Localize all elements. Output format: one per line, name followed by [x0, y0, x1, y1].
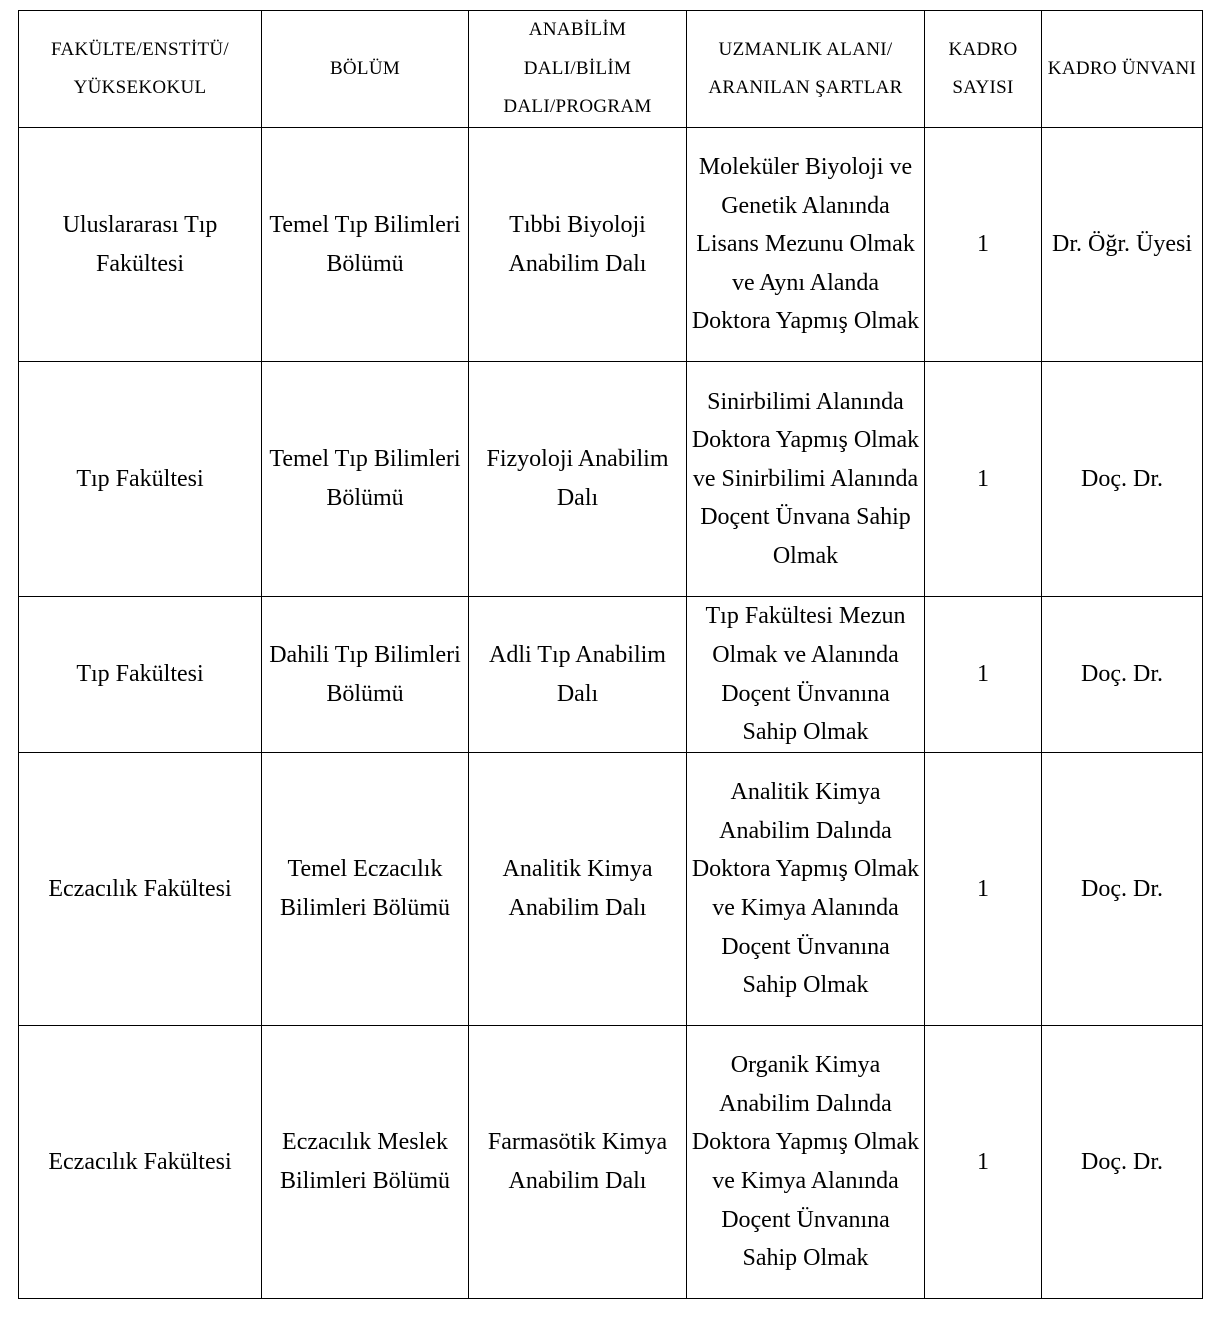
- kadro-table: [18, 10, 1203, 1299]
- cell-anabilim-dali: Farmasötik Kimya Anabilim Dalı: [469, 1026, 687, 1299]
- cell-bolum: Dahili Tıp Bilimleri Bölümü: [262, 597, 469, 753]
- cell-bolum: Temel Tıp Bilimleri Bölümü: [262, 128, 469, 362]
- cell-kadro-sayisi: 1: [925, 1026, 1042, 1299]
- cell-anabilim-dali: Adli Tıp Anabilim Dalı: [469, 597, 687, 753]
- cell-kadro-unvani: Doç. Dr.: [1042, 753, 1203, 1026]
- cell-kadro-sayisi: 1: [925, 597, 1042, 753]
- cell-bolum: Temel Tıp Bilimleri Bölümü: [262, 362, 469, 597]
- cell-kadro-unvani: Doç. Dr.: [1042, 597, 1203, 753]
- table-row: [19, 362, 1203, 597]
- cell-fakulte: Eczacılık Fakültesi: [19, 1026, 262, 1299]
- header-kadro-unvani: KADRO ÜNVANI: [1042, 11, 1203, 128]
- cell-fakulte: Tıp Fakültesi: [19, 597, 262, 753]
- table-row: [19, 753, 1203, 1026]
- header-bolum: BÖLÜM: [262, 11, 469, 128]
- cell-bolum: Temel Eczacılık Bilimleri Bölümü: [262, 753, 469, 1026]
- cell-kadro-sayisi: 1: [925, 128, 1042, 362]
- cell-bolum: Eczacılık Meslek Bilimleri Bölümü: [262, 1026, 469, 1299]
- cell-uzmanlik-alani: Analitik Kimya Anabilim Dalında Doktora Yapmış Olmak ve Kimya Alanında Doçent Ünvanına Sahip Olmak: [687, 753, 925, 1026]
- cell-uzmanlik-alani: Organik Kimya Anabilim Dalında Doktora Yapmış Olmak ve Kimya Alanında Doçent Ünvanına Sahip Olmak: [687, 1026, 925, 1299]
- cell-anabilim-dali: Tıbbi Biyoloji Anabilim Dalı: [469, 128, 687, 362]
- cell-kadro-unvani: Dr. Öğr. Üyesi: [1042, 128, 1203, 362]
- cell-kadro-sayisi: 1: [925, 362, 1042, 597]
- table-row: [19, 597, 1203, 753]
- cell-fakulte: Uluslararası Tıp Fakültesi: [19, 128, 262, 362]
- header-uzmanlik-alani: UZMANLIK ALANI/ ARANILAN ŞARTLAR: [687, 11, 925, 128]
- cell-uzmanlik-alani: Sinirbilimi Alanında Doktora Yapmış Olmak ve Sinirbilimi Alanında Doçent Ünvana Sahip Olmak: [687, 362, 925, 597]
- cell-kadro-unvani: Doç. Dr.: [1042, 362, 1203, 597]
- header-fakulte: FAKÜLTE/ENSTİTÜ/ YÜKSEKOKUL: [19, 11, 262, 128]
- table-row: [19, 128, 1203, 362]
- cell-kadro-sayisi: 1: [925, 753, 1042, 1026]
- header-kadro-sayisi: KADRO SAYISI: [925, 11, 1042, 128]
- cell-anabilim-dali: Analitik Kimya Anabilim Dalı: [469, 753, 687, 1026]
- cell-uzmanlik-alani: Moleküler Biyoloji ve Genetik Alanında Lisans Mezunu Olmak ve Aynı Alanda Doktora Yapmış Olmak: [687, 128, 925, 362]
- header-row: [19, 11, 1203, 128]
- cell-fakulte: Tıp Fakültesi: [19, 362, 262, 597]
- table-row: [19, 1026, 1203, 1299]
- cell-anabilim-dali: Fizyoloji Anabilim Dalı: [469, 362, 687, 597]
- header-anabilim-dali: ANABİLİM DALI/BİLİM DALI/PROGRAM: [469, 11, 687, 128]
- cell-fakulte: Eczacılık Fakültesi: [19, 753, 262, 1026]
- cell-kadro-unvani: Doç. Dr.: [1042, 1026, 1203, 1299]
- cell-uzmanlik-alani: Tıp Fakültesi Mezun Olmak ve Alanında Doçent Ünvanına Sahip Olmak: [687, 597, 925, 753]
